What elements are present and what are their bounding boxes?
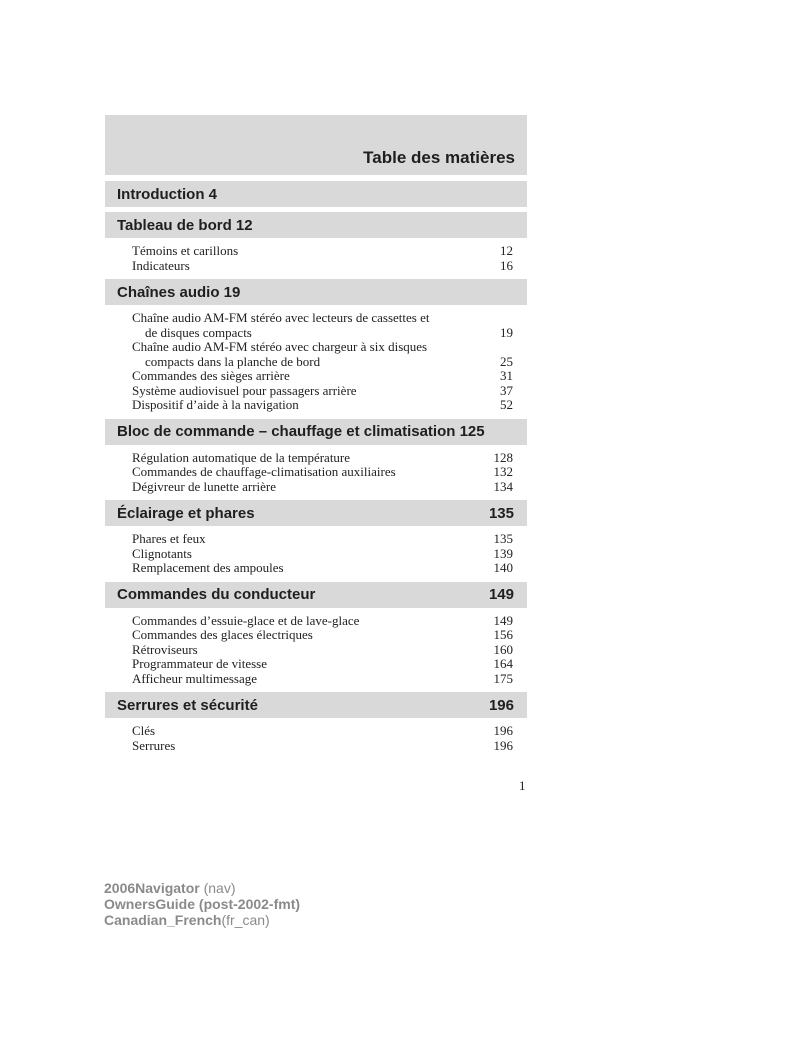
- toc-entry-title-continuation: de disques compacts: [145, 324, 252, 340]
- footer-language: Canadian_French: [104, 912, 222, 928]
- toc-entry: [132, 398, 513, 413]
- toc-entry-list: [105, 238, 527, 279]
- toc-entry-page: 135: [493, 531, 513, 546]
- toc-entry-title-line: Programmateur de vitesse: [132, 656, 268, 671]
- page-title: Table des matières: [363, 148, 515, 167]
- toc-entry-title-continuation: compacts dans la planche de bord: [145, 353, 321, 369]
- toc-entry-title: [132, 398, 299, 413]
- toc-section-title: Introduction 4: [117, 185, 217, 203]
- toc-entry-page: 132: [493, 464, 513, 479]
- toc-entry-title: [132, 480, 276, 495]
- toc-entry-page: 139: [493, 545, 513, 561]
- toc-entry-title-line: Clignotants: [132, 545, 192, 561]
- toc-entry: [132, 480, 513, 495]
- toc-entry-title-line: Commandes des sièges arrière: [132, 368, 290, 383]
- toc-entry-title-line: Commandes des glaces électriques: [132, 627, 313, 642]
- toc-entry: [132, 643, 513, 658]
- toc-entry: [132, 724, 513, 739]
- toc-entry: [132, 561, 513, 576]
- toc-entry: [132, 739, 513, 754]
- toc-entry: [132, 547, 513, 562]
- toc-entry-page: 196: [493, 737, 513, 753]
- toc-entry-title-line: Rétroviseurs: [132, 641, 198, 657]
- toc-entry-title: [132, 340, 427, 369]
- footer-model: 2006Navigator: [104, 880, 200, 896]
- toc-section-title: Chaînes audio 19: [117, 283, 241, 301]
- toc-section-header: [105, 419, 527, 445]
- toc-entry-title-line: Système audiovisuel pour passagers arrière: [132, 382, 357, 398]
- toc-entry-title: [132, 369, 290, 384]
- toc-entry-list: [105, 305, 527, 419]
- toc-entry-page: 140: [493, 560, 513, 575]
- toc-entry-page: 52: [500, 397, 513, 412]
- toc-entry-title-line: Afficheur multimessage: [132, 670, 258, 686]
- toc-section-page: 149: [488, 586, 514, 603]
- toc-section-header: [105, 212, 527, 238]
- toc-entry-title: [132, 739, 175, 754]
- footer-line-1: [104, 880, 300, 896]
- toc-entry: [132, 259, 513, 274]
- toc-entry: [132, 532, 513, 547]
- toc-section-header: [105, 582, 527, 608]
- toc-entry: [132, 451, 513, 466]
- toc-entry-title-line: Phares et feux: [132, 531, 206, 546]
- page-number: 1: [519, 778, 526, 793]
- toc-entry-title-line: Dégivreur de lunette arrière: [132, 478, 277, 494]
- toc-entry-list: [105, 526, 527, 582]
- toc-entry-title-line: Commandes de chauffage-climatisation auxiliaires: [132, 464, 396, 479]
- toc-entry: [132, 628, 513, 643]
- toc-section-title: Commandes du conducteur: [117, 586, 316, 603]
- toc-section-page: 135: [488, 504, 514, 522]
- toc-entry-title-line: Dispositif d’aide à la navigation: [132, 397, 299, 412]
- toc-entry-page: 164: [493, 656, 513, 671]
- toc-entry-title-line: Chaîne audio AM-FM stéréo avec lecteurs de cassettes et: [132, 310, 430, 325]
- toc-entry: [132, 311, 513, 340]
- toc-entry-title-line: Témoins et carillons: [132, 243, 239, 258]
- toc-entry-page: 196: [493, 723, 513, 738]
- toc-entry: [132, 244, 513, 259]
- toc-entry-title: [132, 724, 155, 739]
- toc-section-title: Serrures et sécurité: [117, 696, 258, 714]
- toc-entry-title-line: Indicateurs: [132, 257, 190, 273]
- toc-entry-page: 149: [493, 612, 513, 628]
- toc-entry-title-line: Chaîne audio AM-FM stéréo avec chargeur à six disques: [132, 339, 428, 354]
- toc-entry-title-line: Commandes d’essuie-glace et de lave-glace: [132, 612, 360, 628]
- toc-section-title: Éclairage et phares: [117, 504, 255, 522]
- toc-entry-title: [132, 451, 350, 466]
- toc-entry-list: [105, 608, 527, 693]
- toc-entry-page: 19: [500, 324, 513, 340]
- toc-section-page: 196: [488, 696, 514, 714]
- document-footer: [104, 880, 300, 928]
- toc-entry-title: [132, 628, 313, 643]
- footer-model-code: (nav): [199, 880, 236, 896]
- toc-entry-page: 128: [493, 449, 513, 465]
- toc-entry-page: 134: [493, 478, 513, 494]
- toc-entry-title: [132, 465, 396, 480]
- toc-entry-page: 37: [500, 382, 513, 398]
- toc-entry-title: [132, 259, 190, 274]
- toc-entry-title: [132, 657, 267, 672]
- toc-entry: [132, 672, 513, 687]
- toc-entry-title-line: Clés: [132, 723, 156, 738]
- toc-entry-title: [132, 561, 284, 576]
- toc-section-title: Bloc de commande – chauffage et climatisation 125: [117, 423, 485, 440]
- toc-section-header: [105, 181, 527, 207]
- toc-entry-page: 175: [493, 670, 513, 686]
- footer-line-2: [104, 896, 300, 912]
- toc-entry-list: [105, 445, 527, 501]
- footer-guide: OwnersGuide (post-2002-fmt): [104, 896, 301, 912]
- toc-entry-list: [105, 718, 527, 759]
- toc-entry-title: [132, 532, 206, 547]
- toc-section-header: [105, 500, 527, 526]
- toc-entry-page: 25: [500, 353, 513, 369]
- toc-entry: [132, 384, 513, 399]
- toc-entry-title: [132, 547, 192, 562]
- toc-entry: [132, 340, 513, 369]
- toc-entry-title: [132, 244, 238, 259]
- toc-entry-page: 156: [493, 627, 513, 642]
- toc-entry: [132, 369, 513, 384]
- toc-entry-title-line: Serrures: [132, 737, 176, 753]
- toc-entry-page: 12: [500, 243, 513, 258]
- toc-entry-title: [132, 311, 429, 340]
- toc-entry-page: 160: [493, 641, 513, 657]
- toc-entry: [132, 465, 513, 480]
- toc-section-title: Tableau de bord 12: [117, 216, 253, 234]
- toc-entry-title: [132, 614, 359, 629]
- toc-entry-title: [132, 672, 257, 687]
- toc-entry: [132, 657, 513, 672]
- toc-section-header: [105, 279, 527, 305]
- toc-entry-title-line: Remplacement des ampoules: [132, 560, 284, 575]
- toc-entry-title: [132, 643, 198, 658]
- page-header: [105, 115, 527, 175]
- toc-entry-title: [132, 384, 357, 399]
- footer-line-3: [104, 912, 300, 928]
- toc-entry: [132, 614, 513, 629]
- footer-language-code: (fr_can): [221, 912, 270, 928]
- toc-entry-page: 31: [500, 368, 513, 383]
- toc-section-header: [105, 692, 527, 718]
- table-of-contents: [105, 181, 527, 759]
- toc-entry-title-line: Régulation automatique de la température: [132, 449, 351, 465]
- toc-entry-page: 16: [500, 257, 513, 273]
